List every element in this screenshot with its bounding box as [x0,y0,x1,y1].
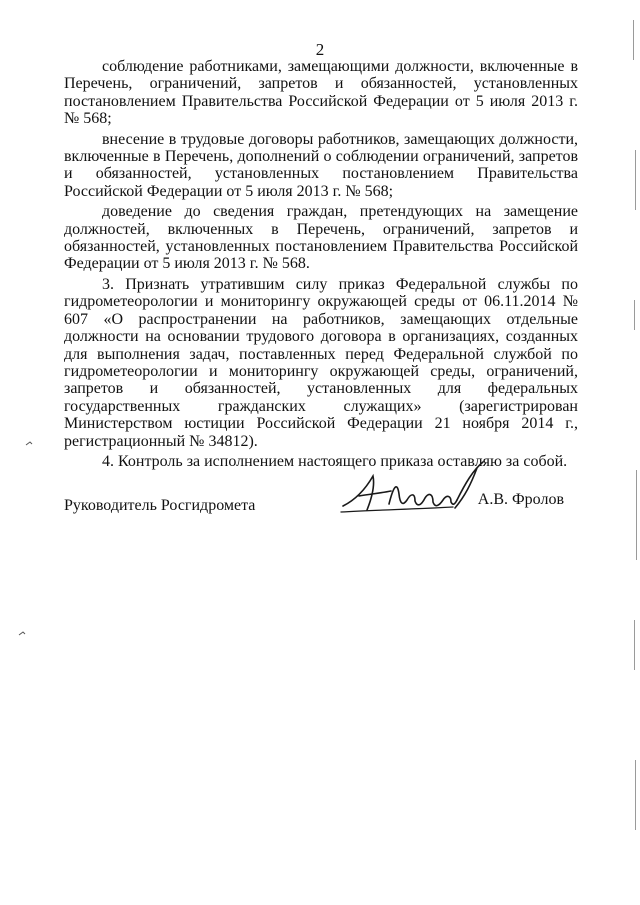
paragraph-compliance: соблюдение работниками, замещающими должности, включенные в Перечень, ограничений, запретов и обязанностей, установленных постановлением Правительства Российской Федерации от 5 июля 2013 г. № 568; [64,58,578,128]
scan-edge-mark [636,470,637,560]
scan-edge-mark [633,20,634,60]
order-body-text [64,58,578,473]
paragraph-control: 4. Контроль за исполнением настоящего приказа оставляю за собой. [102,452,568,470]
signature-block [64,492,578,522]
scan-edge-mark [634,620,635,670]
signer-position: Руководитель Росгидромета [64,497,256,514]
scan-edge-mark [635,150,636,210]
paragraph-contract-amendments: внесение в трудовые договоры работников, замещающих должности, включенные в Перечень, дополнений о соблюдении ограничений, запретов и обязанностей, установленных постановлением Правительства Российской Федерации от 5 июля 2013 г. № 568; [64,130,578,200]
scan-speck [25,440,33,448]
handwritten-signature [337,460,489,522]
paragraph-notify-citizens: доведение до сведения граждан, претендующих на замещение должностей, включенных в Перечень, ограничений, запретов и обязанностей, установленных постановлением Правительства Российской Федерации от 5 июля 2013 г. № 568. [64,203,578,273]
scan-edge-mark [635,760,636,830]
paragraph-repeal-order: 3. Признать утратившим силу приказ Федеральной службы по гидрометеорологии и мониторингу окружающей среды от 06.11.2014 № 607 «О распространении на работников, замещающих отдельные должности на основании трудового договора в организациях, созданных для выполнения задач, поставленных перед Федеральной службой по гидрометеорологии и мониторингу окружающей среды, ограничений, запретов и обязанностей, установленных для федеральных государственных гражданских служащих» (зарегистрирован Министерством юстиции Российской Федерации 21 ноября 2014 г., регистрационный № 34812). [64,275,578,450]
scan-speck [18,630,26,638]
signer-name: А.В. Фролов [477,491,564,508]
page-number: 2 [315,40,325,59]
scan-edge-mark [634,300,635,330]
